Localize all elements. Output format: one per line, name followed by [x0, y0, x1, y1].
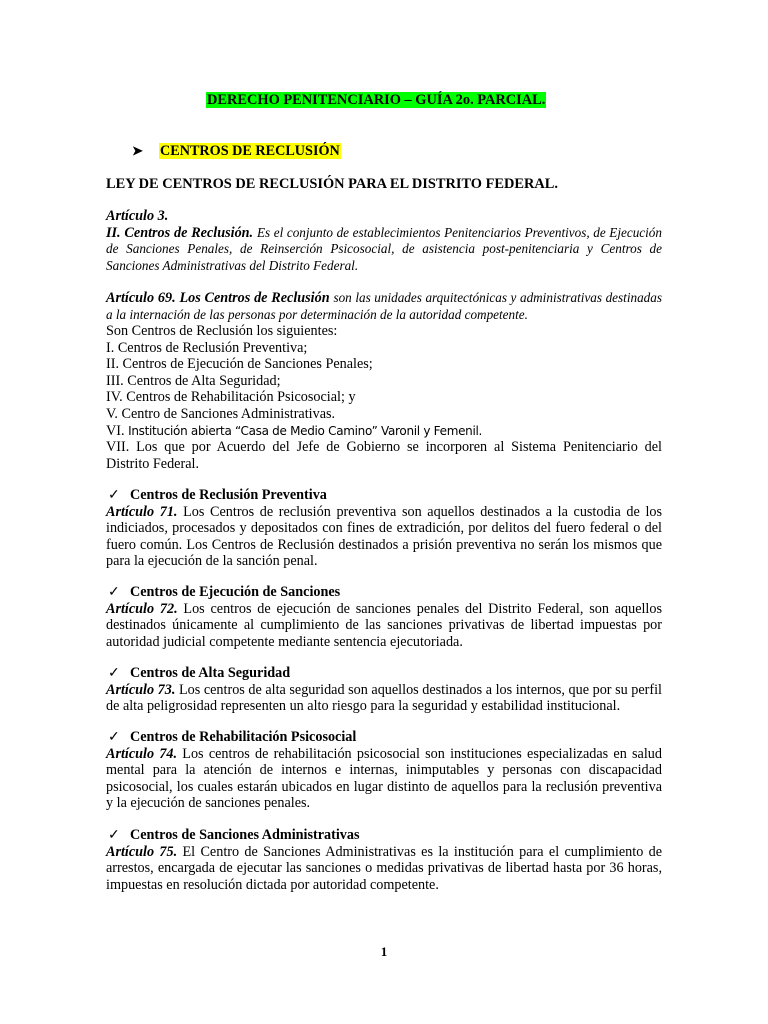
subsection-article-label: Artículo 74. — [106, 745, 178, 762]
subsection-article-text: Los Centros de reclusión preventiva son aquellos destinados a la custodia de los indiciados, procesados y depositados con fines de extradición, por delitos del fuero federal o del fuero común. Los Centros de Reclusión destinados a prisión preventiva no serán los mismos que para la ejecución de la sanción penal. — [106, 503, 663, 570]
article-3-text: Es el conjunto de establecimientos Penitenciarios Preventivos, de Ejecución de Sanciones Penales, de Reinserción Psicosocial, de asistencia post-penitenciaria y Centros de Sanciones Administrativas del Distrito Federal. — [106, 224, 662, 273]
subsection-article-text: El Centro de Sanciones Administrativas es la institución para el cumplimiento de arrestos, encargada de ejecutar las sanciones o medidas privativas de libertad hasta por 36 horas, impuestas en resolución dictada por autoridad competente. — [106, 843, 663, 893]
law-title: LEY DE CENTROS DE RECLUSIÓN PARA EL DISTRITO FEDERAL. — [106, 176, 558, 192]
arrow-bullet-icon: ➤ — [132, 143, 143, 158]
subsection-body — [106, 601, 662, 651]
article-69-text: son las unidades arquitectónicas y administrativas destinadas a la internación de las personas por determinación de la autoridad competente. — [106, 290, 663, 322]
subsection-body — [106, 504, 662, 570]
article-3-label: Artículo 3. — [106, 208, 169, 224]
subsection-article-text: Los centros de rehabilitación psicosocial son instituciones especializadas en salud mental para la atención de internos e internas, inimputables y personas con discapacidad psicosocial, los cuales estarán ubicados en lugar distinto de aquellos para la reclusión preventiva y la ejecución de sanciones penales. — [106, 745, 662, 812]
document-title-text: DERECHO PENITENCIARIO – GUÍA 2o. PARCIAL. — [207, 92, 546, 108]
list-item-vi-text: Institución abierta “Casa de Medio Camino” Varonil y Femenil. — [128, 423, 483, 438]
subsection-0 — [106, 487, 662, 570]
subsection-article-text: Los centros de alta seguridad son aquellos destinados a los internos, que por su perfil de alta peligrosidad representen un alto riesgo para la seguridad y estabilidad institucional. — [106, 681, 662, 715]
list-item: II. Centros de Ejecución de Sanciones Penales; — [106, 356, 373, 373]
subsection-article-label: Artículo 75. — [106, 843, 178, 860]
subsection-heading-text: Centros de Reclusión Preventiva — [130, 487, 327, 503]
checkmark-icon: ✓ — [108, 487, 120, 503]
subsection-heading-text: Centros de Rehabilitación Psicosocial — [130, 729, 357, 745]
subsection-heading — [106, 584, 662, 601]
list-item: I. Centros de Reclusión Preventiva; — [106, 339, 308, 356]
list-item-vi — [106, 423, 662, 440]
section-heading — [132, 143, 341, 160]
subsection-body — [106, 844, 662, 894]
subsection-heading — [106, 827, 662, 844]
subsection-body — [106, 746, 662, 812]
checkmark-icon: ✓ — [108, 729, 120, 745]
list-item: IV. Centros de Rehabilitación Psicosocial; y — [106, 389, 356, 406]
list-item: V. Centro de Sanciones Administrativas. — [106, 405, 336, 422]
subsection-2 — [106, 665, 662, 715]
subsection-heading — [106, 487, 662, 504]
list-item: III. Centros de Alta Seguridad; — [106, 372, 281, 389]
subsection-1 — [106, 584, 662, 650]
subsection-heading-text: Centros de Alta Seguridad — [130, 665, 291, 681]
subsection-4 — [106, 827, 662, 893]
subsection-3 — [106, 729, 662, 812]
subsection-article-label: Artículo 73. — [106, 681, 176, 698]
subsection-article-text: Los centros de ejecución de sanciones penales del Distrito Federal, son aquellos destinados únicamente al cumplimiento de las sanciones privativas de libertad impuestas por autoridad judicial competente mediante sentencia ejecutoriada. — [106, 600, 662, 650]
page-number: 1 — [380, 944, 388, 959]
subsection-heading — [106, 665, 662, 682]
article-3-term: II. Centros de Reclusión. — [106, 224, 254, 241]
checkmark-icon: ✓ — [108, 827, 120, 843]
subsection-article-label: Artículo 71. — [106, 503, 178, 520]
subsection-heading — [106, 729, 662, 746]
article-69 — [106, 290, 662, 323]
document-title — [206, 92, 546, 109]
subsection-article-label: Artículo 72. — [106, 600, 178, 617]
subsection-body — [106, 682, 662, 715]
checkmark-icon: ✓ — [108, 584, 120, 600]
subsection-heading-text: Centros de Sanciones Administrativas — [130, 827, 360, 843]
section-heading-text: CENTROS DE RECLUSIÓN — [160, 143, 340, 159]
subsection-heading-text: Centros de Ejecución de Sanciones — [130, 584, 341, 600]
list-item-vii: VII. Los que por Acuerdo del Jefe de Gobierno se incorporen al Sistema Penitenciario del Distrito Federal. — [106, 439, 662, 472]
checkmark-icon: ✓ — [108, 665, 120, 681]
article-69-intro: Son Centros de Reclusión los siguientes: — [106, 323, 338, 339]
list-item-vi-number: VI. — [106, 422, 125, 439]
article-3 — [106, 208, 662, 274]
article-69-label: Artículo 69. Los Centros de Reclusión — [106, 290, 330, 306]
article-69-list — [106, 323, 662, 472]
